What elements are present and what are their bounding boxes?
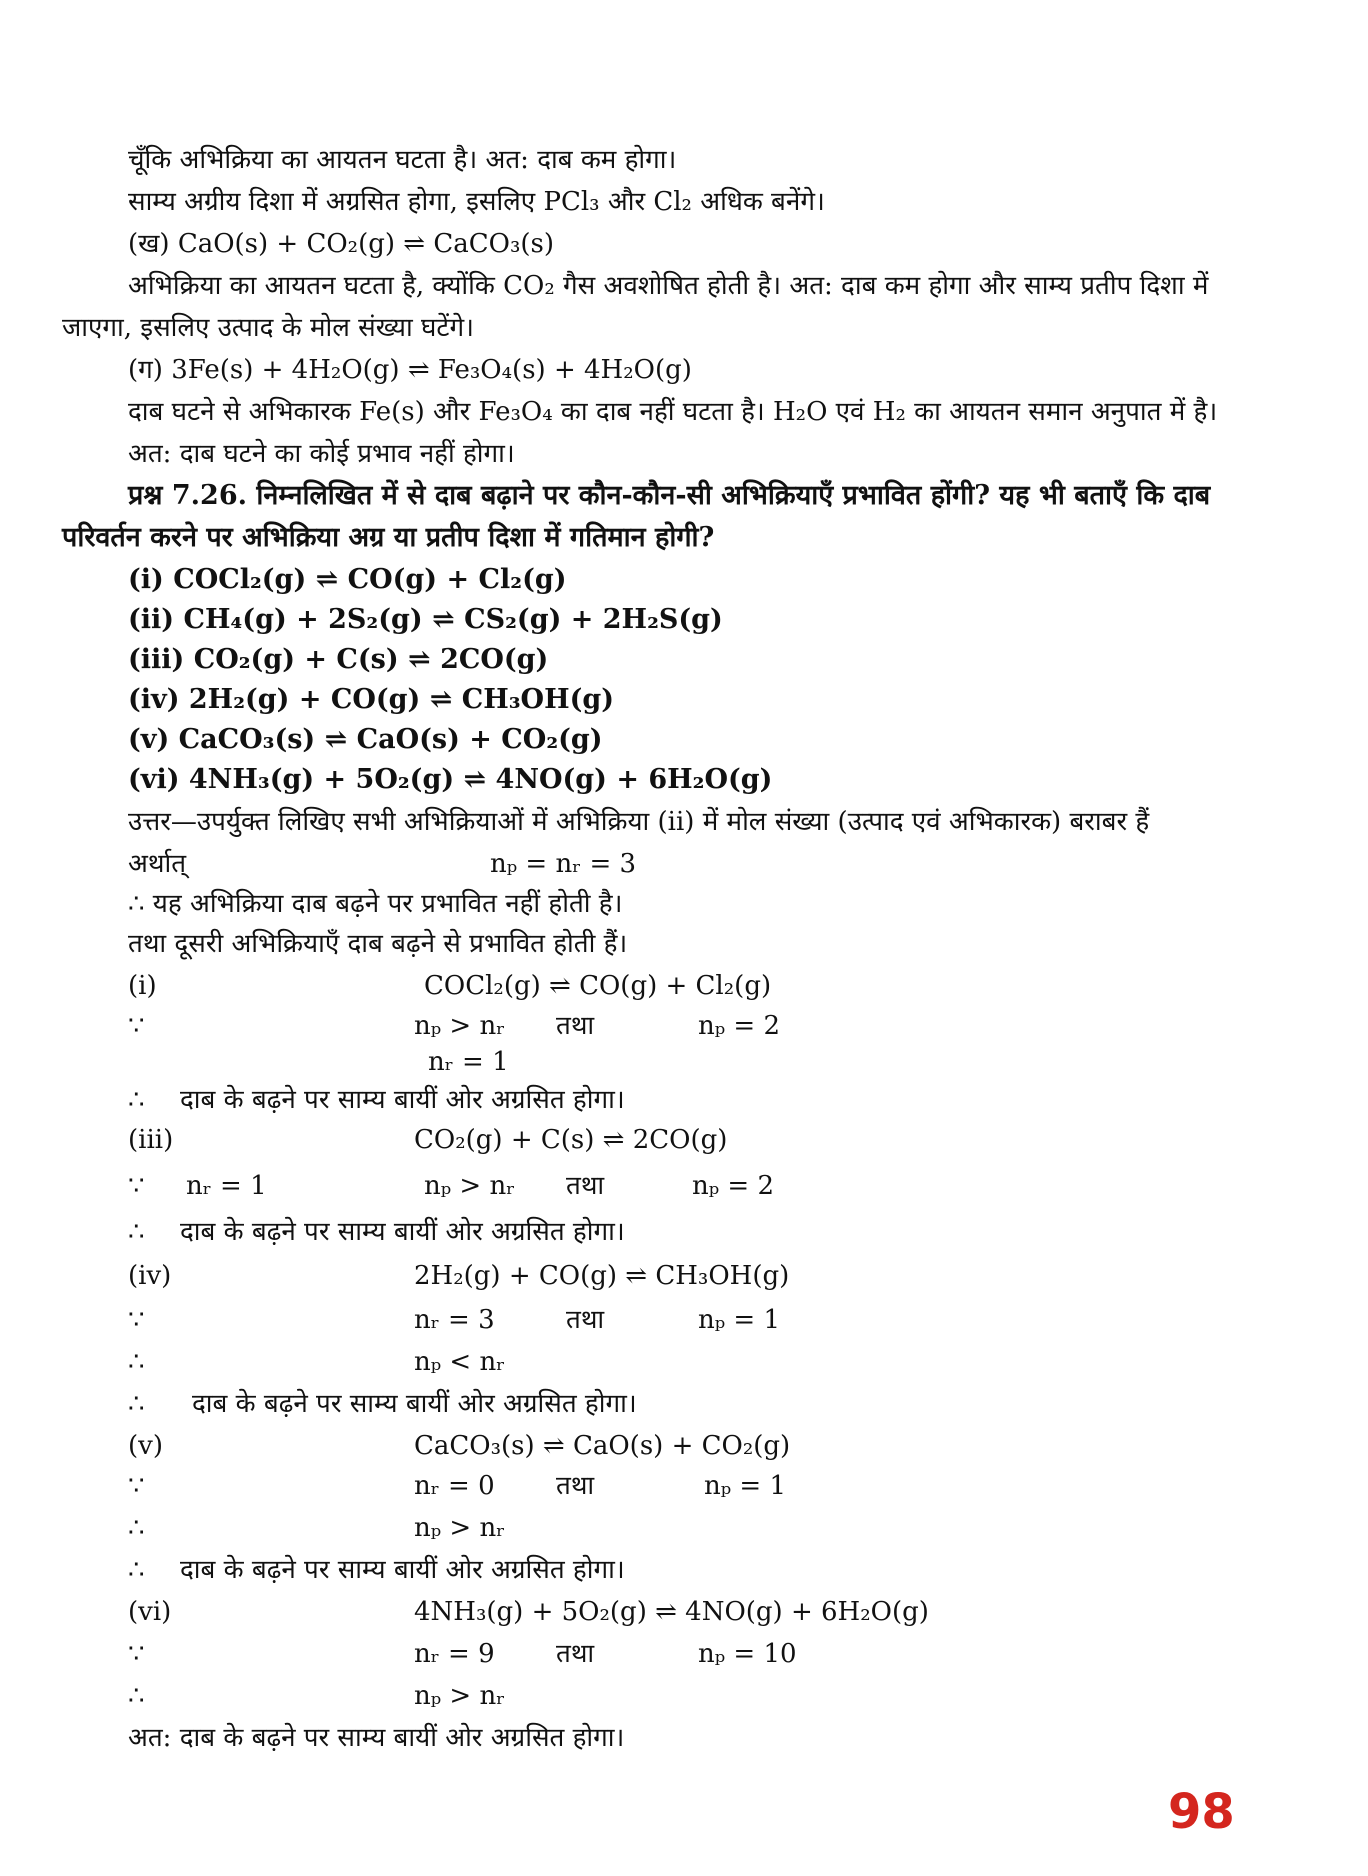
because-symbol: ∵ [128, 1639, 145, 1669]
case-condition: nᵣ = 9 [414, 1639, 495, 1669]
prev-line-1: चूँकि अभिक्रिया का आयतन घटता है। अत: दाब कम होगा। [128, 145, 677, 175]
because-symbol: ∵ [128, 1471, 145, 1501]
case-condition: nₚ > nᵣ [414, 1011, 506, 1041]
case-conclusion: दाब के बढ़ने पर साम्य बायीं ओर अग्रसित होगा। [180, 1085, 625, 1115]
case-label: (vi) [128, 1597, 172, 1627]
case-condition: nᵣ = 1 [186, 1171, 267, 1201]
question-reaction: (iii) CO₂(g) + C(s) ⇌ 2CO(g) [128, 644, 549, 675]
therefore-symbol: ∴ [128, 1555, 145, 1585]
question-line-2: परिवर्तन करने पर अभिक्रिया अग्र या प्रतीप दिशा में गतिमान होगी? [62, 522, 715, 553]
therefore-symbol: ∴ [128, 1217, 145, 1247]
question-reaction: (ii) CH₄(g) + 2S₂(g) ⇌ CS₂(g) + 2H₂S(g) [128, 604, 723, 635]
case-conclusion: दाब के बढ़ने पर साम्य बायीं ओर अग्रसित होगा। [180, 1555, 625, 1585]
therefore-symbol: ∴ [128, 1681, 145, 1711]
case-condition: nₚ > nᵣ [414, 1681, 506, 1711]
prev-line-7: दाब घटने से अभिकारक Fe(s) और Fe₃O₄ का दाब नहीं घटता है। H₂O एवं H₂ का आयतन समान अनुपात में है। [128, 397, 1218, 427]
answer-line-3: ∴ यह अभिक्रिया दाब बढ़ने पर प्रभावित नहीं होती है। [128, 889, 623, 919]
therefore-symbol: ∴ [128, 1347, 145, 1377]
answer-intro-equation: nₚ = nᵣ = 3 [490, 849, 637, 879]
answer-line-4: तथा दूसरी अभिक्रियाएँ दाब बढ़ने से प्रभावित होती हैं। [128, 929, 628, 959]
page-number: 98 [1168, 1784, 1235, 1840]
case-equation: 2H₂(g) + CO(g) ⇌ CH₃OH(g) [414, 1261, 790, 1291]
case-condition: nₚ = 1 [698, 1305, 780, 1335]
case-condition: nₚ = 1 [704, 1471, 786, 1501]
tatha-word: तथा [566, 1171, 605, 1201]
prev-reaction-ga: (ग) 3Fe(s) + 4H₂O(g) ⇌ Fe₃O₄(s) + 4H₂O(g) [128, 355, 692, 385]
prev-line-5: जाएगा, इसलिए उत्पाद के मोल संख्या घटेंगे। [62, 313, 474, 343]
question-reaction: (iv) 2H₂(g) + CO(g) ⇌ CH₃OH(g) [128, 684, 615, 715]
because-symbol: ∵ [128, 1171, 145, 1201]
case-equation: COCl₂(g) ⇌ CO(g) + Cl₂(g) [424, 971, 772, 1001]
question-reaction: (vi) 4NH₃(g) + 5O₂(g) ⇌ 4NO(g) + 6H₂O(g) [128, 764, 773, 795]
case-condition: nᵣ = 1 [428, 1047, 509, 1077]
tatha-word: तथा [556, 1471, 595, 1501]
tatha-word: तथा [556, 1011, 595, 1041]
case-condition: nₚ > nᵣ [424, 1171, 516, 1201]
case-label: (i) [128, 971, 157, 1001]
prev-line-8: अत: दाब घटने का कोई प्रभाव नहीं होगा। [128, 439, 515, 469]
prev-line-2: साम्य अग्रीय दिशा में अग्रसित होगा, इसलिए PCl₃ और Cl₂ अधिक बनेंगे। [128, 187, 825, 217]
question-line-1: प्रश्न 7.26. निम्नलिखित में से दाब बढ़ाने पर कौन-कौन-सी अभिक्रियाएँ प्रभावित होंगी? यह भी बताएँ कि दाब [128, 480, 1211, 511]
case-conclusion: दाब के बढ़ने पर साम्य बायीं ओर अग्रसित होगा। [192, 1389, 637, 1419]
because-symbol: ∵ [128, 1011, 145, 1041]
therefore-symbol: ∴ [128, 1389, 145, 1419]
case-label: (iii) [128, 1125, 174, 1155]
tatha-word: तथा [566, 1305, 605, 1335]
case-condition: nᵣ = 3 [414, 1305, 495, 1335]
case-equation: CaCO₃(s) ⇌ CaO(s) + CO₂(g) [414, 1431, 791, 1461]
question-reaction: (i) COCl₂(g) ⇌ CO(g) + Cl₂(g) [128, 564, 567, 595]
prev-line-4: अभिक्रिया का आयतन घटता है, क्योंकि CO₂ गैस अवशोषित होती है। अत: दाब कम होगा और साम्य प्रतीप दिशा में [128, 271, 1209, 301]
tatha-word: तथा [556, 1639, 595, 1669]
case-label: (iv) [128, 1261, 172, 1291]
case-label: (v) [128, 1431, 163, 1461]
final-conclusion: अत: दाब के बढ़ने पर साम्य बायीं ओर अग्रसित होगा। [128, 1723, 625, 1753]
case-equation: 4NH₃(g) + 5O₂(g) ⇌ 4NO(g) + 6H₂O(g) [414, 1597, 929, 1627]
question-reaction: (v) CaCO₃(s) ⇌ CaO(s) + CO₂(g) [128, 724, 603, 755]
case-condition: nₚ < nᵣ [414, 1347, 506, 1377]
because-symbol: ∵ [128, 1305, 145, 1335]
therefore-symbol: ∴ [128, 1085, 145, 1115]
case-conclusion: दाब के बढ़ने पर साम्य बायीं ओर अग्रसित होगा। [180, 1217, 625, 1247]
case-condition: nᵣ = 0 [414, 1471, 495, 1501]
answer-intro-1: उत्तर—उपर्युक्त लिखिए सभी अभिक्रियाओं में अभिक्रिया (ii) में मोल संख्या (उत्पाद एवं अभिकारक) बराबर हैं [128, 807, 1150, 837]
answer-intro-2: अर्थात् [128, 849, 187, 879]
case-equation: CO₂(g) + C(s) ⇌ 2CO(g) [414, 1125, 728, 1155]
case-condition: nₚ > nᵣ [414, 1513, 506, 1543]
therefore-symbol: ∴ [128, 1513, 145, 1543]
prev-reaction-kha: (ख) CaO(s) + CO₂(g) ⇌ CaCO₃(s) [128, 229, 555, 259]
case-condition: nₚ = 2 [698, 1011, 780, 1041]
case-condition: nₚ = 2 [692, 1171, 774, 1201]
case-condition: nₚ = 10 [698, 1639, 797, 1669]
